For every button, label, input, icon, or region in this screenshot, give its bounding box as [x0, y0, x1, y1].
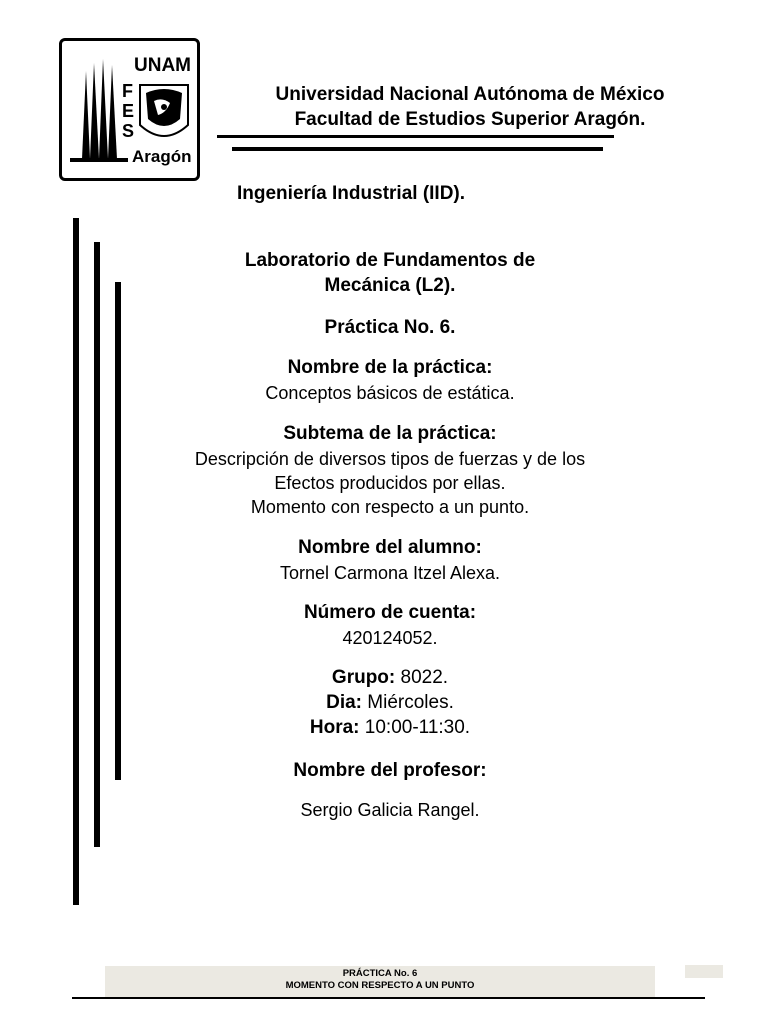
group-value: 8022. [395, 667, 449, 688]
logo-unam-text: UNAM [134, 55, 191, 76]
footer-line2: MOMENTO CON RESPECTO A UN PUNTO [285, 980, 475, 991]
logo-fes-text: FES [122, 81, 135, 141]
professor-label: Nombre del profesor: [293, 760, 487, 781]
student-label: Nombre del alumno: [298, 537, 482, 558]
logo-aragon-text: Aragón [132, 147, 192, 166]
left-bar-inner [115, 282, 121, 780]
account-label: Número de cuenta: [303, 602, 477, 623]
footer-line1: PRÁCTICA No. 6 [342, 968, 418, 979]
practice-name-label: Nombre de la práctica: [287, 357, 493, 378]
header-rule-bottom [232, 147, 603, 151]
practice-number: Práctica No. 6. [324, 317, 456, 338]
footer-swatch [685, 965, 723, 978]
left-bar-middle [94, 242, 100, 847]
account-number: 420124052. [342, 628, 438, 648]
group-label: Grupo: [331, 667, 396, 688]
hour-line [160, 717, 620, 739]
subtopic-line1: Descripción de diversos tipos de fuerzas y de los [194, 449, 586, 469]
lab-title-line2: Mecánica (L2). [324, 275, 456, 296]
faculty-name: Facultad de Estudios Superior Aragón. [294, 109, 646, 130]
professor-name: Sergio Galicia Rangel. [300, 800, 480, 820]
subtopic-line3: Momento con respecto a un punto. [250, 497, 530, 517]
header-rule-top [217, 135, 614, 138]
group-line [160, 667, 620, 689]
subtopic-line2: Efectos producidos por ellas. [274, 473, 506, 493]
hour-label: Hora: [309, 717, 360, 738]
day-value: Miércoles. [362, 692, 454, 713]
day-line [160, 692, 620, 714]
footer-rule [72, 997, 705, 999]
day-label: Dia: [326, 692, 363, 713]
left-bar-outer [73, 218, 79, 905]
unam-fes-aragon-logo [59, 38, 200, 181]
hour-value: 10:00-11:30. [359, 717, 471, 738]
university-name: Universidad Nacional Autónoma de México [275, 84, 665, 105]
lab-title-line1: Laboratorio de Fundamentos de [244, 250, 536, 271]
practice-name-value: Conceptos básicos de estática. [265, 383, 515, 403]
student-name: Tornel Carmona Itzel Alexa. [279, 563, 501, 583]
subtopic-label: Subtema de la práctica: [283, 423, 497, 444]
career: Ingeniería Industrial (IID). [237, 183, 466, 204]
footer-band [105, 966, 655, 998]
